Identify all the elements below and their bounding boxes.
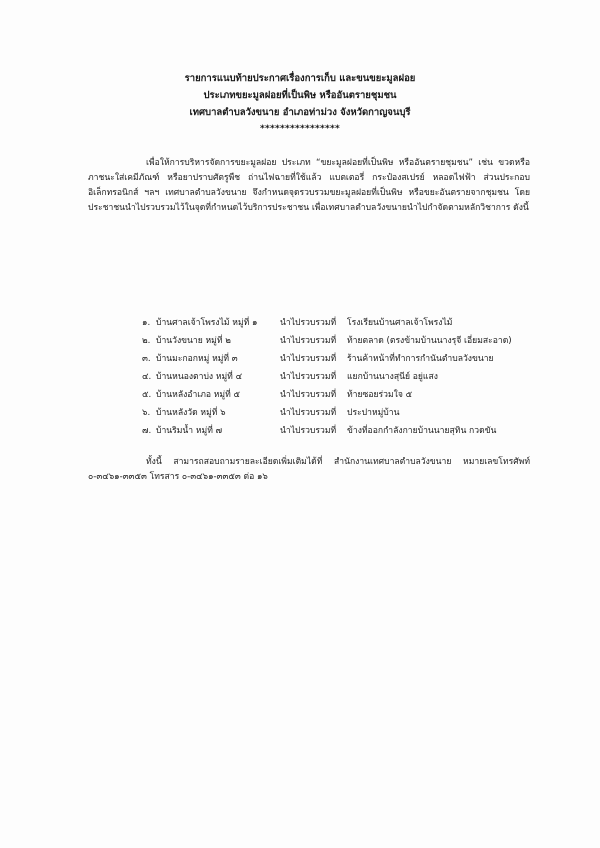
item-number: ๕. (142, 390, 152, 400)
title-line-2: ประเภทขยะมูลฝอยที่เป็นพิษ หรืออันตรายชุมชน (203, 90, 397, 101)
item-destination: ท้ายซอยร่วมใจ ๕ (347, 390, 413, 400)
item-collect-label: นำไปรวบรวมที่ (280, 426, 337, 436)
item-number: ๒. (142, 336, 151, 346)
title-line-1: รายการแนบท้ายประกาศเรื่องการเก็บ และขนขยะมูลฝอย (184, 73, 416, 84)
list-item (142, 388, 542, 402)
item-collect-label: นำไปรวบรวมที่ (280, 372, 337, 382)
item-destination: ร้านค้าหน้าที่ทำการกำนันตำบลวังขนาย (347, 354, 494, 364)
list-item (142, 424, 542, 438)
list-item (142, 352, 542, 366)
title-line-3: เทศบาลตำบลวังขนาย อำเภอท่าม่วง จังหวัดกาญจนบุรี (189, 107, 411, 118)
list-item (142, 316, 542, 330)
item-village: บ้านมะกอกหมู่ หมู่ที่ ๓ (156, 354, 238, 364)
item-village: บ้านหนองตาบ่ง หมู่ที่ ๔ (156, 372, 243, 382)
item-number: ๓. (142, 354, 151, 364)
item-destination: ข้างที่ออกกำลังกายบ้านนายสุทิน กวดขัน (347, 426, 497, 436)
collection-point-list (142, 316, 542, 446)
contact-paragraph: ทั้งนี้ สามารถสอบถามรายละเอียดเพิ่มเติมได้ที่ สำนักงานเทศบาลตำบลวังขนาย หมายเลขโทรศัพท์ ๐-๓๔๖๑-๓๓๕๓ โทรสาร ๐-๓๔๖๑-๓๓๕๓ ต่อ ๑๖ (88, 457, 530, 482)
title-separator: **************** (259, 124, 341, 134)
item-number: ๑. (142, 318, 151, 328)
item-collect-label: นำไปรวบรวมที่ (280, 408, 337, 418)
item-collect-label: นำไปรวบรวมที่ (280, 354, 337, 364)
item-number: ๔. (142, 372, 152, 382)
item-number: ๗. (142, 426, 152, 436)
item-destination: ประปาหมู่บ้าน (347, 408, 400, 418)
list-item (142, 334, 542, 348)
list-item (142, 370, 542, 384)
item-destination: โรงเรียนบ้านศาลเจ้าโพรงไม้ (347, 318, 453, 328)
item-village: บ้านวังขนาย หมู่ที่ ๒ (156, 336, 231, 346)
item-number: ๖. (142, 408, 151, 418)
intro-paragraph: เพื่อให้การบริหารจัดการขยะมูลฝอย ประเภท “ขยะมูลฝอยที่เป็นพิษ หรืออันตรายชุมชน” เช่น ขวดหรือภาชนะใส่เคมีภัณฑ์ หรือยาปราบศัตรูพืช ถ่านไฟฉายที่ใช้แล้ว แบตเตอรี่ กระป๋องสเปรย์ หลอดไฟฟ้า ส่วนประกอบอิเล็กทรอนิกส์ ฯลฯ เทศบาลตำบลวังขนาย จึงกำหนดจุดรวบรวมขยะมูลฝอยที่เป็นพิษ หรือขยะอันตรายจากชุมชน โดยประชาชนนำไปรวบรวมไว้ในจุดที่กำหนดไว้บริการประชาชน เพื่อเทศบาลตำบลวังขนายนำไปกำจัดตามหลักวิชาการ ดังนี้ (88, 158, 530, 213)
item-village: บ้านศาลเจ้าโพรงไม้ หมู่ที่ ๑ (156, 318, 258, 328)
list-item (142, 406, 542, 420)
item-collect-label: นำไปรวบรวมที่ (280, 336, 337, 346)
item-village: บ้านหลังอำเภอ หมู่ที่ ๕ (156, 390, 240, 400)
item-village: บ้านริมน้ำ หมู่ที่ ๗ (156, 426, 223, 436)
item-collect-label: นำไปรวบรวมที่ (280, 390, 337, 400)
item-collect-label: นำไปรวบรวมที่ (280, 318, 337, 328)
item-village: บ้านหลังวัด หมู่ที่ ๖ (156, 408, 226, 418)
item-destination: แยกบ้านนางสุนีย์ อยู่แสง (347, 372, 438, 382)
item-destination: ท้ายตลาด (ตรงข้ามบ้านนางรุจี เอี่ยมสะอาด) (347, 336, 512, 346)
